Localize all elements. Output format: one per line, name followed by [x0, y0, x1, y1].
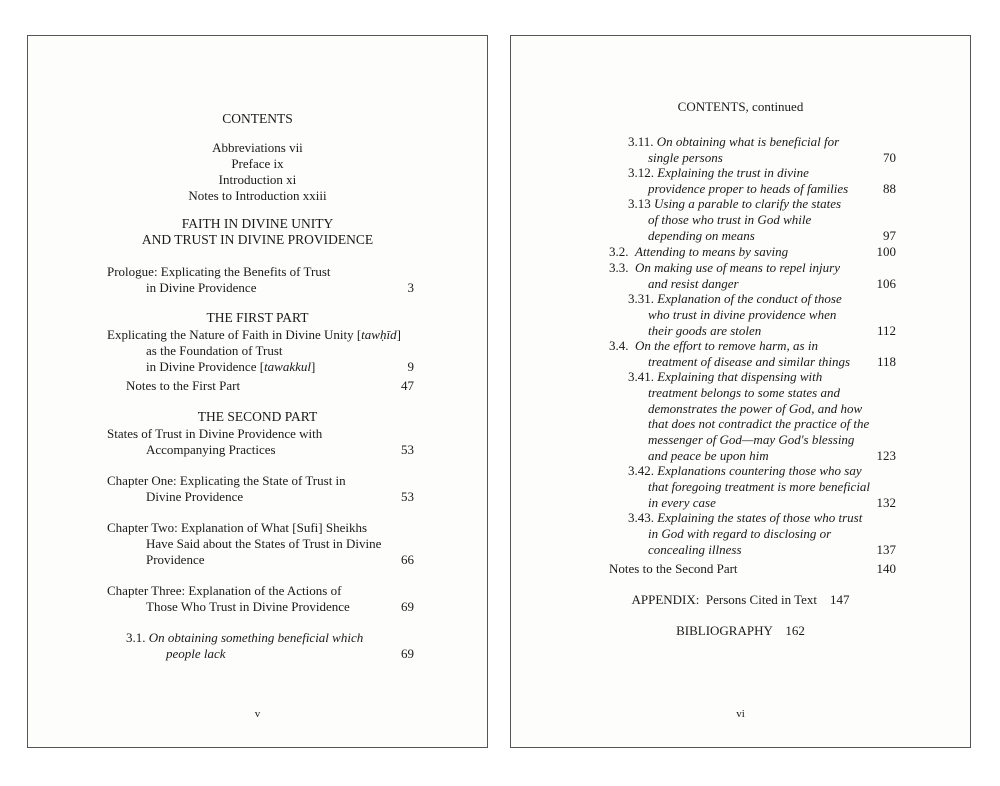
section-entry-line: 3.2. Attending to means by saving	[609, 244, 789, 259]
part-heading: THE FIRST PART	[206, 310, 309, 325]
section-entry-line: 3.3. On making use of means to repel injury	[609, 260, 840, 275]
page-number: 132	[876, 495, 896, 510]
front-matter-item: Preface ix	[231, 156, 284, 171]
page-number: 137	[876, 542, 896, 557]
page-number: 140	[876, 561, 896, 576]
section-entry-line: 3.4. On the effort to remove harm, as in	[609, 338, 818, 353]
page-number: 112	[876, 323, 896, 338]
prologue-line: in Divine Providence	[146, 280, 257, 295]
page-number: 66	[401, 552, 414, 567]
second-part-line: States of Trust in Divine Providence with	[107, 426, 323, 441]
contents-continued-heading: CONTENTS, continued	[677, 99, 804, 114]
first-part-line: as the Foundation of Trust	[146, 343, 283, 358]
page-number: 47	[401, 378, 414, 393]
front-matter-item: Introduction xi	[218, 172, 297, 187]
section-entry-line: treatment of disease and similar things	[648, 354, 851, 369]
first-part-line: in Divine Providence [tawakkul]	[146, 359, 316, 374]
right-page	[510, 35, 971, 748]
page-number: 88	[883, 181, 896, 196]
section-entry-line: demonstrates the power of God, and how	[648, 401, 863, 416]
section-entry-line: that foregoing treatment is more beneficial	[648, 479, 871, 494]
section-entry-line: who trust in divine providence when	[648, 307, 837, 322]
notes-first-part: Notes to the First Part	[126, 378, 241, 393]
section-entry-line: that does not contradict the practice of the	[648, 416, 870, 431]
section-entry-line: in every case	[648, 495, 716, 510]
page-number: 97	[883, 228, 896, 243]
section-entry-line: treatment belongs to some states and	[648, 385, 840, 400]
page-number: 53	[401, 442, 414, 457]
section-entry-line: 3.41. Explaining that dispensing with	[628, 369, 823, 384]
section-entry-line: in God with regard to disclosing or	[648, 526, 832, 541]
section-3-1-line: people lack	[166, 646, 226, 661]
section-entry-line: depending on means	[648, 228, 755, 243]
section-entry-line: single persons	[648, 150, 723, 165]
section-entry-line: 3.13 Using a parable to clarify the states	[628, 196, 842, 211]
section-entry-line: concealing illness	[648, 542, 742, 557]
section-3-1-line: 3.1. On obtaining something beneficial which	[126, 630, 364, 645]
contents-heading: CONTENTS	[222, 111, 293, 126]
page-number: 69	[401, 646, 414, 661]
section-entry-line: 3.43. Explaining the states of those who trust	[628, 510, 863, 525]
page-number: 53	[401, 489, 414, 504]
chapter-three-line: Those Who Trust in Divine Providence	[146, 599, 350, 614]
section-entry-line: and resist danger	[648, 276, 739, 291]
section-entry-line: 3.31. Explanation of the conduct of those	[628, 291, 842, 306]
section-entry-line: and peace be upon him	[648, 448, 769, 463]
front-matter-item: Notes to Introduction xxiii	[188, 188, 327, 203]
page-number: 118	[876, 354, 896, 369]
page-number: 106	[876, 276, 896, 291]
page-number: 3	[407, 280, 414, 295]
part-heading: THE SECOND PART	[197, 409, 318, 424]
page-number: 69	[401, 599, 414, 614]
book-title-line: AND TRUST IN DIVINE PROVIDENCE	[141, 232, 374, 247]
chapter-two-line: Providence	[146, 552, 205, 567]
section-entry-line: 3.42. Explanations countering those who say	[628, 463, 862, 478]
folio: v	[254, 708, 261, 720]
chapter-one-line: Divine Providence	[146, 489, 244, 504]
book-title-line: FAITH IN DIVINE UNITY	[181, 216, 334, 231]
prologue-line: Prologue: Explicating the Benefits of Trust	[107, 264, 331, 279]
front-matter-item: Abbreviations vii	[212, 140, 303, 155]
left-page	[27, 35, 488, 748]
notes-second-part: Notes to the Second Part	[609, 561, 738, 576]
section-entry-line: 3.12. Explaining the trust in divine	[628, 165, 809, 180]
folio: vi	[736, 708, 745, 720]
chapter-two-line: Have Said about the States of Trust in Divine	[146, 536, 382, 551]
page-number: 100	[876, 244, 896, 259]
section-entry-line: their goods are stolen	[648, 323, 762, 338]
section-entry-line: messenger of God—may God's blessing	[648, 432, 855, 447]
section-entry-line: 3.11. On obtaining what is beneficial for	[628, 134, 840, 149]
page-number: 70	[883, 150, 896, 165]
page-number: 9	[407, 359, 414, 374]
section-entry-line: providence proper to heads of families	[648, 181, 849, 196]
appendix-entry: APPENDIX: Persons Cited in Text 147	[631, 592, 850, 607]
second-part-line: Accompanying Practices	[146, 442, 276, 457]
first-part-line: Explicating the Nature of Faith in Divine Unity [tawḥīd]	[107, 327, 401, 342]
chapter-two-line: Chapter Two: Explanation of What [Sufi] Sheikhs	[107, 520, 368, 535]
section-entry-line: of those who trust in God while	[648, 212, 812, 227]
bibliography-entry: BIBLIOGRAPHY 162	[676, 623, 805, 638]
chapter-one-line: Chapter One: Explicating the State of Trust in	[107, 473, 346, 488]
chapter-three-line: Chapter Three: Explanation of the Actions of	[107, 583, 342, 598]
page-number: 123	[876, 448, 896, 463]
